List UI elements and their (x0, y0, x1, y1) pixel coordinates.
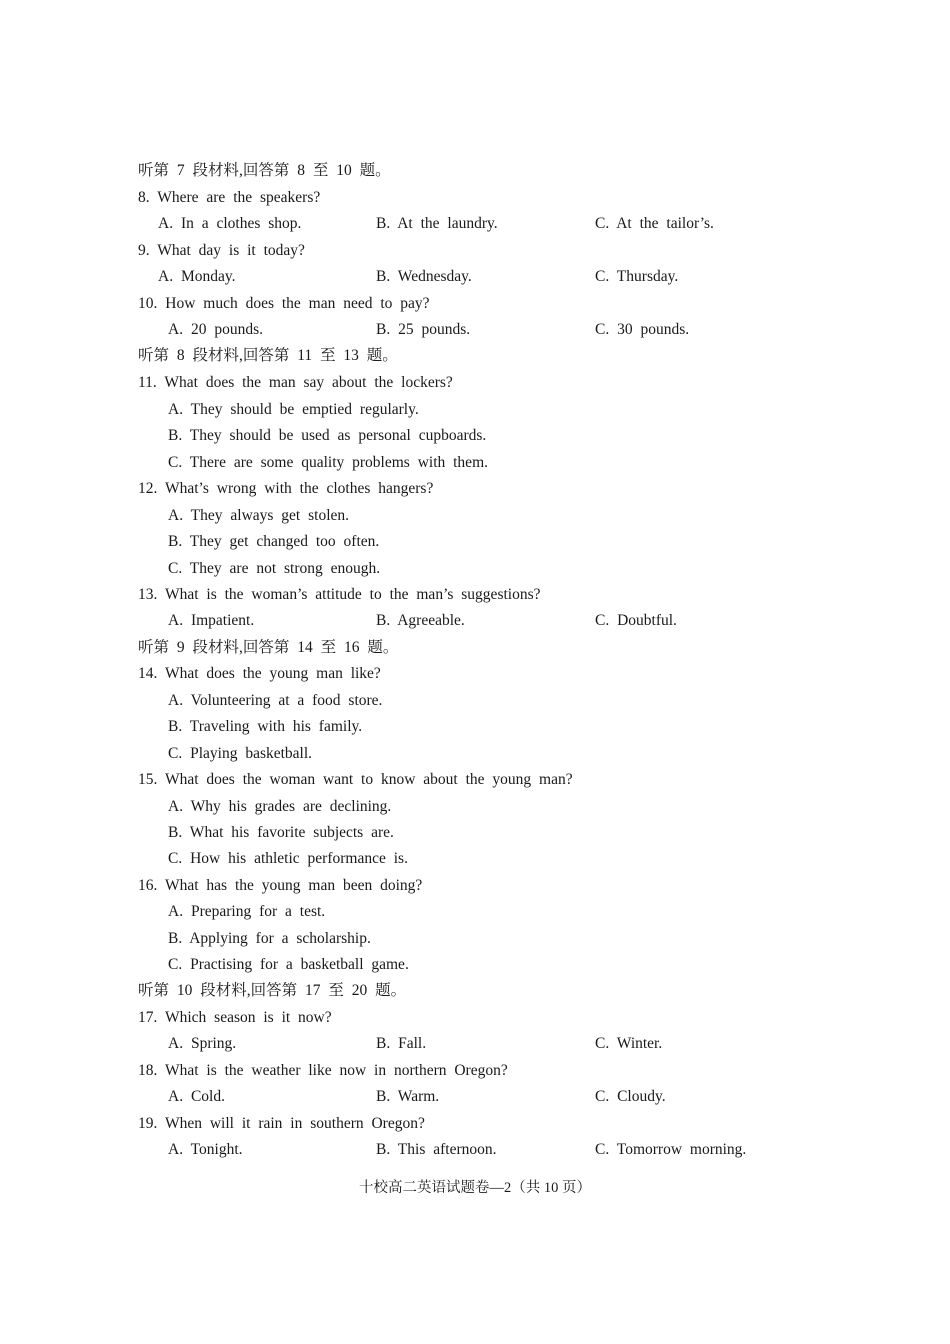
option-c: C. Thursday. (595, 268, 679, 285)
question-text: 9. What day is it today? (138, 242, 305, 259)
options-row (0, 264, 950, 290)
question-text: 16. What has the young man been doing? (138, 877, 423, 894)
section-header-text: 听第 9 段材料,回答第 14 至 16 题。 (138, 639, 399, 656)
option-b: B. Wednesday. (376, 268, 472, 285)
option-line (0, 952, 950, 978)
section-header (0, 635, 950, 661)
section-header-text: 听第 8 段材料,回答第 11 至 13 题。 (138, 347, 398, 364)
option-c: C. 30 pounds. (595, 321, 690, 338)
options-row (0, 1084, 950, 1110)
option-line (0, 556, 950, 582)
option-c: C. How his athletic performance is. (168, 850, 408, 867)
option-line (0, 794, 950, 820)
question (0, 1005, 950, 1031)
option-a: A. Spring. (168, 1035, 237, 1052)
option-b: B. Fall. (376, 1035, 427, 1052)
question (0, 1111, 950, 1137)
question-text: 18. What is the weather like now in northern Oregon? (138, 1062, 508, 1079)
option-c: C. Tomorrow morning. (595, 1141, 747, 1158)
question-text: 13. What is the woman’s attitude to the man’s suggestions? (138, 586, 541, 603)
option-line (0, 397, 950, 423)
question (0, 185, 950, 211)
question-text: 11. What does the man say about the lockers? (138, 374, 453, 391)
question (0, 291, 950, 317)
option-a: A. Why his grades are declining. (168, 798, 392, 815)
option-line (0, 450, 950, 476)
option-b: B. Warm. (376, 1088, 440, 1105)
question-text: 17. Which season is it now? (138, 1009, 332, 1026)
option-a: A. They should be emptied regularly. (168, 401, 419, 418)
option-line (0, 529, 950, 555)
option-line (0, 926, 950, 952)
option-b: B. What his favorite subjects are. (168, 824, 394, 841)
section-header-text: 听第 10 段材料,回答第 17 至 20 题。 (138, 982, 407, 999)
option-line (0, 820, 950, 846)
question-text: 8. Where are the speakers? (138, 189, 321, 206)
question (0, 582, 950, 608)
option-b: B. At the laundry. (376, 215, 498, 232)
option-a: A. Cold. (168, 1088, 225, 1105)
question (0, 767, 950, 793)
question (0, 873, 950, 899)
option-b: B. They get changed too often. (168, 533, 380, 550)
option-a: A. 20 pounds. (168, 321, 263, 338)
options-row (0, 1031, 950, 1057)
option-c: C. At the tailor’s. (595, 215, 714, 232)
option-c: C. There are some quality problems with them. (168, 454, 488, 471)
option-c: C. They are not strong enough. (168, 560, 381, 577)
section-header-text: 听第 7 段材料,回答第 8 至 10 题。 (138, 162, 391, 179)
option-b: B. Applying for a scholarship. (168, 930, 371, 947)
option-c: C. Playing basketball. (168, 745, 313, 762)
option-b: B. They should be used as personal cupboards. (168, 427, 487, 444)
option-line (0, 688, 950, 714)
option-b: B. Agreeable. (376, 612, 465, 629)
option-b: B. Traveling with his family. (168, 718, 363, 735)
question (0, 370, 950, 396)
question (0, 238, 950, 264)
option-b: B. This afternoon. (376, 1141, 497, 1158)
option-line (0, 741, 950, 767)
option-line (0, 423, 950, 449)
option-c: C. Cloudy. (595, 1088, 666, 1105)
options-row (0, 211, 950, 237)
options-row (0, 608, 950, 634)
option-b: B. 25 pounds. (376, 321, 471, 338)
option-a: A. Impatient. (168, 612, 255, 629)
option-line (0, 899, 950, 925)
question (0, 1058, 950, 1084)
option-line (0, 714, 950, 740)
option-c: C. Winter. (595, 1035, 663, 1052)
section-header (0, 158, 950, 184)
option-a: A. They always get stolen. (168, 507, 350, 524)
question-text: 14. What does the young man like? (138, 665, 381, 682)
question-text: 19. When will it rain in southern Oregon? (138, 1115, 425, 1132)
question-text: 15. What does the woman want to know about the young man? (138, 771, 573, 788)
option-a: A. Preparing for a test. (168, 903, 326, 920)
section-header (0, 343, 950, 369)
question (0, 661, 950, 687)
option-a: A. Volunteering at a food store. (168, 692, 383, 709)
question (0, 476, 950, 502)
options-row (0, 317, 950, 343)
page-footer: 十校高二英语试题卷—2（共 10 页） (359, 1180, 591, 1196)
question-text: 10. How much does the man need to pay? (138, 295, 430, 312)
option-a: A. In a clothes shop. (158, 215, 302, 232)
option-a: A. Monday. (158, 268, 236, 285)
option-a: A. Tonight. (168, 1141, 243, 1158)
option-line (0, 846, 950, 872)
option-line (0, 503, 950, 529)
question-text: 12. What’s wrong with the clothes hangers? (138, 480, 434, 497)
section-header (0, 978, 950, 1004)
options-row (0, 1137, 950, 1163)
option-c: C. Practising for a basketball game. (168, 956, 409, 973)
option-c: C. Doubtful. (595, 612, 677, 629)
